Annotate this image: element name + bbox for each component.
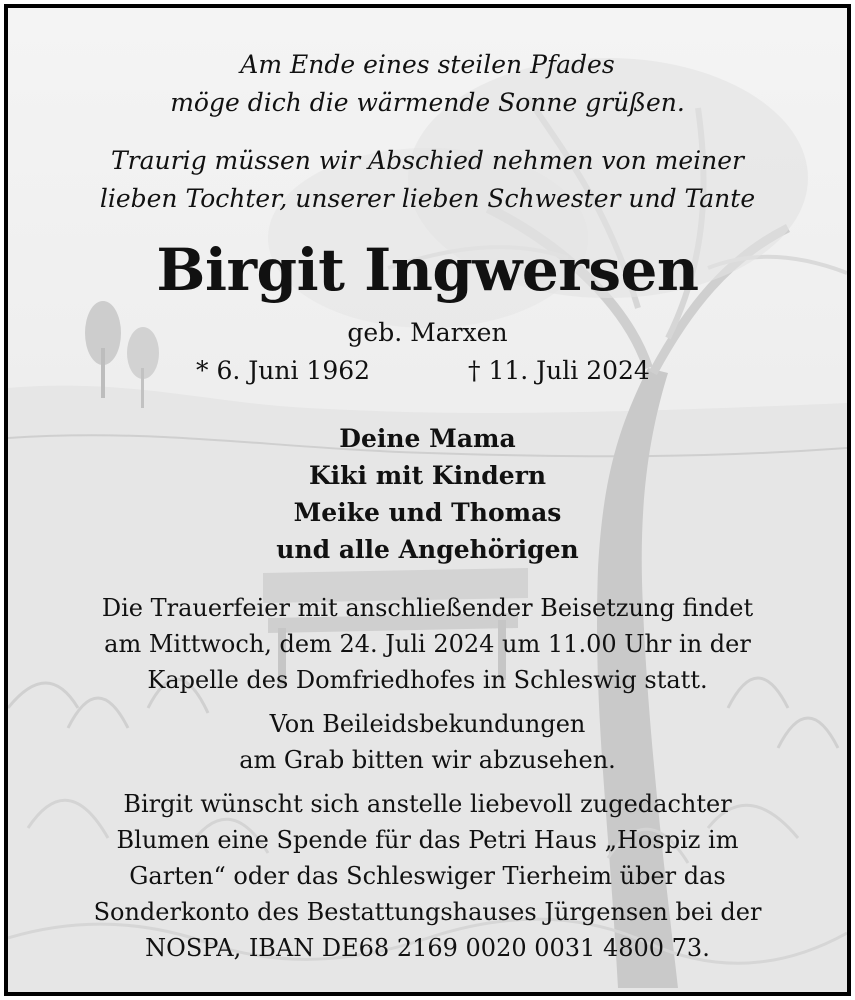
mourner-line: und alle Angehörigen: [276, 535, 579, 564]
condolence-line: Von Beileidsbekundungen: [269, 710, 586, 738]
donation-line: Blumen eine Spende für das Petri Haus „Hospiz im: [116, 826, 739, 854]
quote-line-1: Am Ende eines steilen Pfades: [240, 50, 615, 79]
mourner-line: Deine Mama: [339, 424, 516, 453]
condolence-line: am Grab bitten wir abzusehen.: [239, 746, 616, 774]
funeral-line: Die Trauerfeier mit anschließender Beisetzung findet: [101, 594, 754, 622]
birth-name: geb. Marxen: [347, 318, 508, 347]
intro-line-1: Traurig müssen wir Abschied nehmen von meiner: [111, 146, 744, 175]
quote-line-2: möge dich die wärmende Sonne grüßen.: [170, 88, 685, 117]
funeral-line: am Mittwoch, dem 24. Juli 2024 um 11.00 Uhr in der: [104, 630, 751, 658]
birth-date: * 6. Juni 1962: [196, 356, 371, 385]
deceased-name: Birgit Ingwersen: [156, 236, 699, 304]
obituary-content: [8, 8, 847, 992]
donation-line: Garten“ oder das Schleswiger Tierheim über das: [129, 862, 726, 890]
intro-line-2: lieben Tochter, unserer lieben Schwester und Tante: [99, 184, 756, 213]
donation-line: Sonderkonto des Bestattungshauses Jürgensen bei der: [93, 898, 762, 926]
mourner-line: Kiki mit Kindern: [308, 461, 547, 490]
donation-line: Birgit wünscht sich anstelle liebevoll zugedachter: [123, 790, 732, 818]
funeral-line: Kapelle des Domfriedhofes in Schleswig statt.: [147, 666, 708, 694]
death-date: † 11. Juli 2024: [468, 356, 650, 385]
mourner-line: Meike und Thomas: [293, 498, 562, 527]
donation-line: NOSPA, IBAN DE68 2169 0020 0031 4800 73.: [145, 934, 710, 962]
obituary-frame: [4, 4, 851, 996]
